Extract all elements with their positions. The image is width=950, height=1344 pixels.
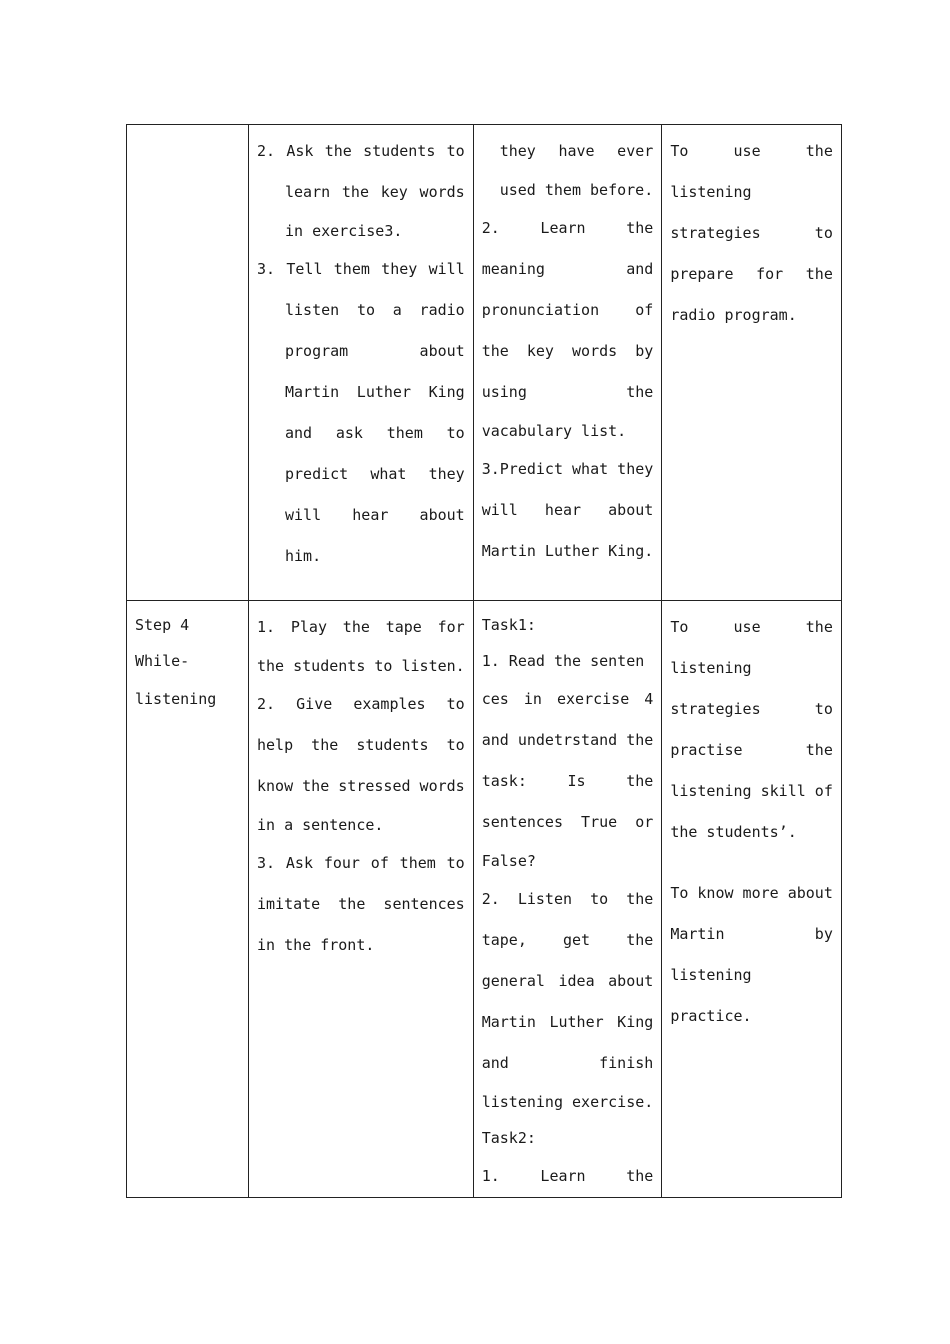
text-line: the students to listen. xyxy=(257,657,465,675)
teacher-activity-cell xyxy=(249,125,474,601)
text-line: imitate the sentences xyxy=(257,895,465,913)
text-line: 3. Tell them they will xyxy=(257,260,465,278)
text-line: used them before. xyxy=(499,181,654,199)
text-line: strategies to xyxy=(670,224,833,242)
text-line: listening xyxy=(670,659,752,677)
text-line: While- xyxy=(135,652,190,670)
purpose-cell xyxy=(662,601,842,1198)
text-line: sentences True or xyxy=(481,813,654,831)
text-line: listening exercise. xyxy=(481,1093,654,1111)
text-line: Martin Luther King xyxy=(285,383,465,401)
text-line: listening xyxy=(135,690,217,708)
text-line: listen to a radio xyxy=(285,301,465,319)
text-line: 2. Ask the students to xyxy=(257,142,465,160)
text-line: Martin by xyxy=(670,925,833,943)
text-line: tape, get the xyxy=(481,931,654,949)
text-line: meaning and xyxy=(481,260,654,278)
text-line: they have ever xyxy=(499,142,654,160)
text-line: 2. Give examples to xyxy=(257,695,465,713)
text-line: listening xyxy=(670,966,752,984)
text-line: strategies to xyxy=(670,700,833,718)
text-line: listening xyxy=(670,183,752,201)
text-line: 3. Ask four of them to xyxy=(257,854,465,872)
text-line: and finish xyxy=(481,1054,654,1072)
table-row xyxy=(127,601,842,1198)
text-line: him. xyxy=(285,547,322,565)
text-line: Task1: xyxy=(481,616,536,634)
purpose-cell xyxy=(662,125,842,601)
text-line: practice. xyxy=(670,1007,752,1025)
text-line: using the xyxy=(481,383,654,401)
text-line: 1. Read the senten xyxy=(481,652,645,670)
text-line: 2. Learn the xyxy=(481,219,654,237)
text-line: Martin Luther King xyxy=(481,1013,654,1031)
text-line: Task2: xyxy=(481,1129,536,1147)
text-line: and undetrstand the xyxy=(481,731,654,749)
text-line: 2. Listen to the xyxy=(481,890,654,908)
lesson-plan-table xyxy=(126,124,842,1198)
text-line: learn the key words xyxy=(285,183,465,201)
text-line: To use the xyxy=(670,618,833,636)
text-line: Step 4 xyxy=(135,616,190,634)
text-line: practise the xyxy=(670,741,833,759)
student-activity-cell xyxy=(473,125,662,601)
text-line: in a sentence. xyxy=(257,816,384,834)
text-line: general idea about xyxy=(481,972,654,990)
step-cell xyxy=(127,601,249,1198)
text-line: in the front. xyxy=(257,936,375,954)
text-line: know the stressed words xyxy=(257,777,465,795)
text-line: will hear about xyxy=(481,501,654,519)
teacher-activity-cell xyxy=(249,601,474,1198)
text-line: will hear about xyxy=(285,506,465,524)
text-line: 3.Predict what they xyxy=(481,460,654,478)
text-line: radio program. xyxy=(670,306,797,324)
text-line: vacabulary list. xyxy=(481,422,627,440)
text-line: program about xyxy=(285,342,465,360)
text-line: predict what they xyxy=(285,465,465,483)
text-line: and ask them to xyxy=(285,424,465,442)
text-line: 1. Play the tape for xyxy=(257,618,465,636)
text-line: in exercise3. xyxy=(285,222,403,240)
text-line: the students’. xyxy=(670,823,797,841)
text-line xyxy=(670,853,833,873)
table-row xyxy=(127,125,842,601)
text-line: listening skill of xyxy=(670,782,833,800)
text-line: False? xyxy=(481,852,536,870)
student-activity-cell xyxy=(473,601,662,1198)
step-cell xyxy=(127,125,249,601)
text-line: 1. Learn the xyxy=(481,1167,654,1185)
text-line: To know more about xyxy=(670,884,833,902)
text-line: the key words by xyxy=(481,342,654,360)
text-line: pronunciation of xyxy=(481,301,654,319)
text-line: prepare for the xyxy=(670,265,833,283)
text-line: ces in exercise 4 xyxy=(481,690,654,708)
text-line: task: Is the xyxy=(481,772,654,790)
text-line: Martin Luther King. xyxy=(481,542,654,560)
text-line: help the students to xyxy=(257,736,465,754)
text-line: To use the xyxy=(670,142,833,160)
